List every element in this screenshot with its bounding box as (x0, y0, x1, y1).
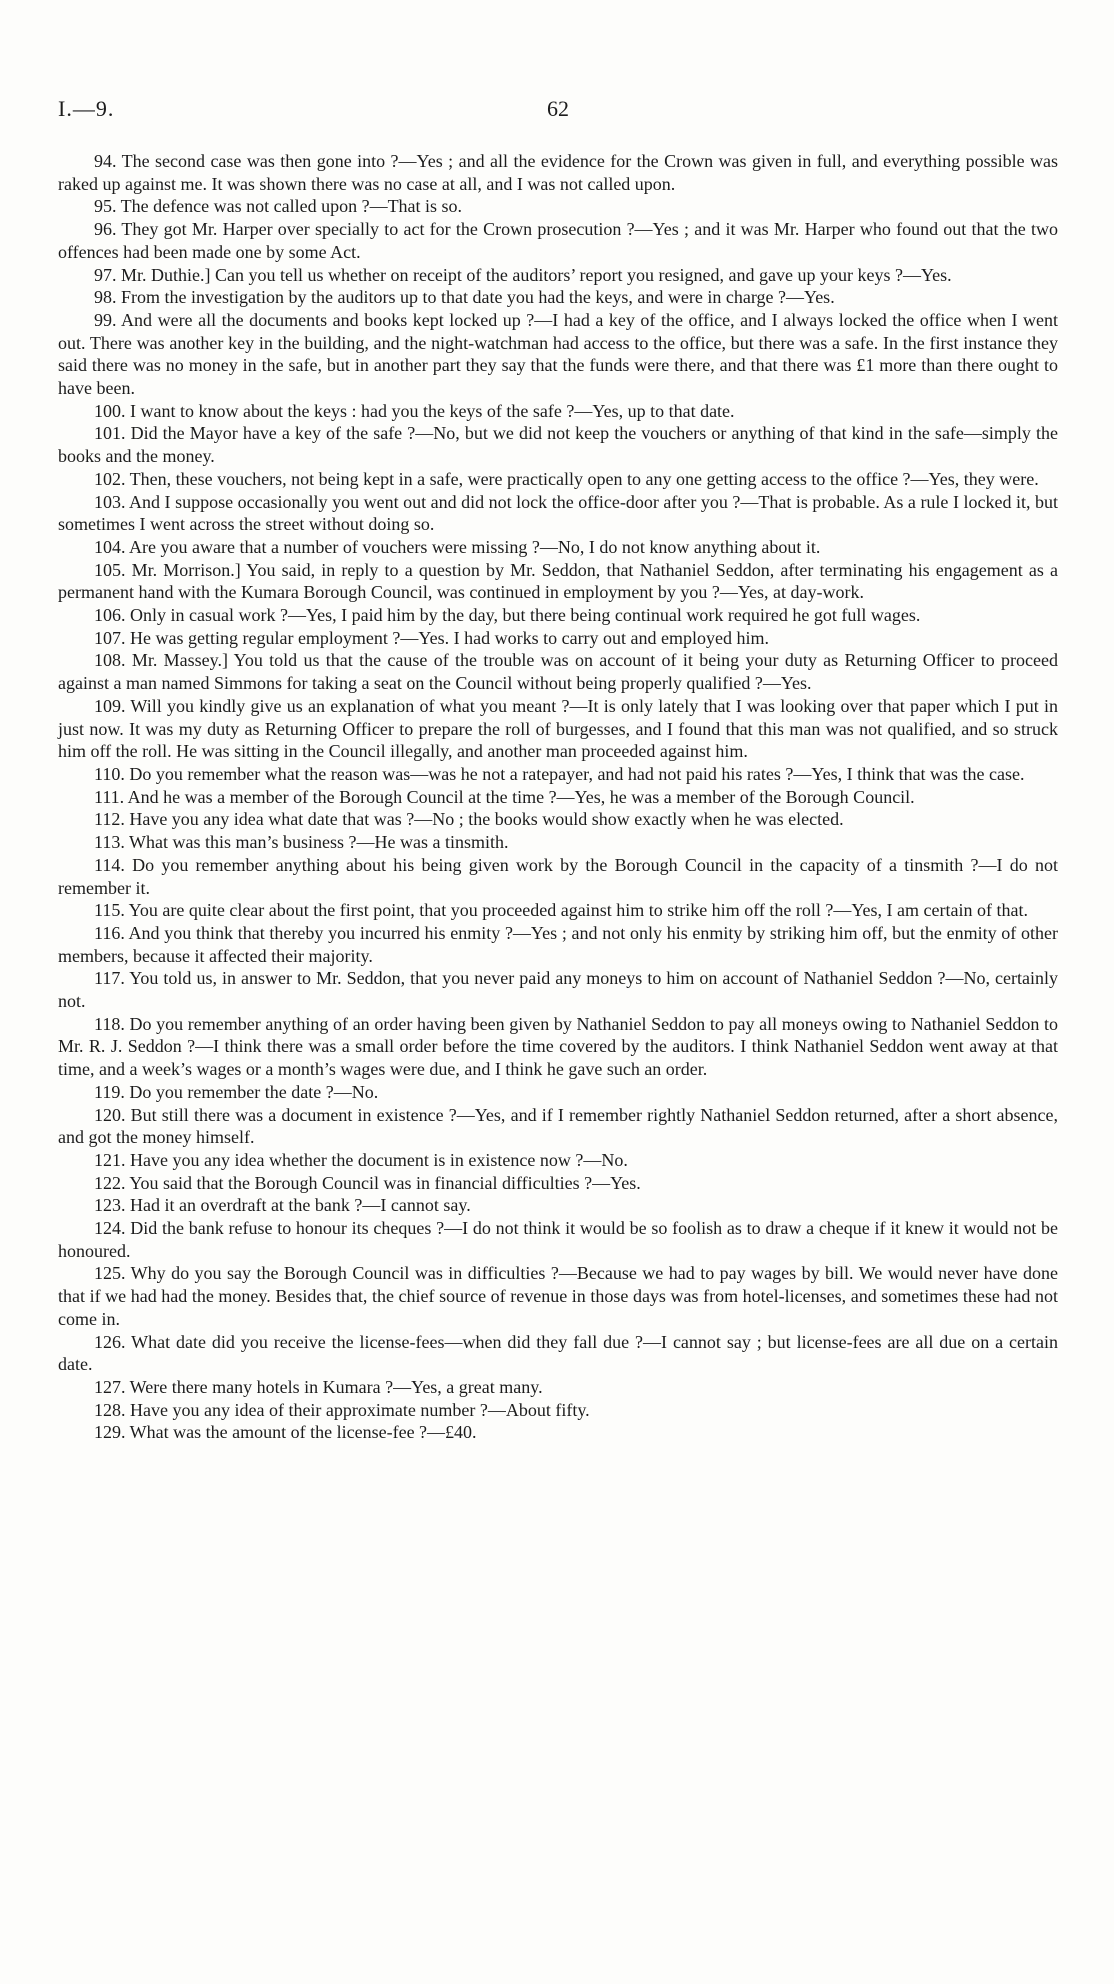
page-number: 62 (547, 96, 569, 121)
question-126: 126. What date did you receive the license-fees—when did they fall due ?—I cannot say ; but license-fees are all due on a certain date. (58, 1331, 1058, 1375)
question-117: 117. You told us, in answer to Mr. Seddon, that you never paid any moneys to him on account of Nathaniel Seddon ?—No, certainly not. (58, 968, 1058, 1012)
question-119: 119. Do you remember the date ?—No. (94, 1081, 379, 1102)
question-129: 129. What was the amount of the license-fee ?—£40. (94, 1422, 477, 1443)
question-124: 124. Did the bank refuse to honour its cheques ?—I do not think it would be so foolish as to draw a cheque if it knew it would not be honoured. (58, 1218, 1058, 1261)
question-109: 109. Will you kindly give us an explanation of what you meant ?—It is only lately that I was looking over that paper which I put in just now. It was my duty as Returning Officer to prepare the roll of burgesses, and I found that this man was not qualified, and so struck him off the roll. He was sitting in the Council illegally, and another man proceeded against him. (58, 695, 1058, 762)
question-128: 128. Have you any idea of their approximate number ?—About fifty. (94, 1399, 590, 1420)
question-122: 122. You said that the Borough Council was in financial difficulties ?—Yes. (94, 1172, 641, 1193)
question-104: 104. Are you aware that a number of vouchers were missing ?—No, I do not know anything about it. (94, 536, 821, 557)
document-reference: I.—9. (58, 96, 115, 121)
question-125: 125. Why do you say the Borough Council was in difficulties ?—Because we had to pay wages by bill. We would never have done that if we had had the money. Besides that, the chief source of revenue in those days was from hotel-licenses, and sometimes these had not come in. (58, 1263, 1058, 1329)
question-102: 102. Then, these vouchers, not being kept in a safe, were practically open to any one getting access to the office ?—Yes, they were. (94, 468, 1039, 489)
question-97: 97. Mr. Duthie.] Can you tell us whether on receipt of the auditors’ report you resigned, and gave up your keys ?—Yes. (94, 264, 952, 285)
question-101: 101. Did the Mayor have a key of the safe ?—No, but we did not keep the vouchers or anything of that kind in the safe—simply the books and the money. (58, 423, 1058, 467)
question-111: 111. And he was a member of the Borough Council at the time ?—Yes, he was a member of the Borough Council. (94, 786, 915, 807)
question-123: 123. Had it an overdraft at the bank ?—I cannot say. (94, 1195, 471, 1216)
question-121: 121. Have you any idea whether the document is in existence now ?—No. (94, 1149, 628, 1170)
question-98: 98. From the investigation by the auditors up to that date you had the keys, and were in charge ?—Yes. (94, 287, 835, 308)
evidence-text (58, 150, 1058, 1444)
question-103: 103. And I suppose occasionally you went out and did not lock the office-door after you ?—That is probable. As a rule I locked it, but sometimes I went across the street without doing so. (58, 491, 1058, 535)
question-108: 108. Mr. Massey.] You told us that the cause of the trouble was on account of it being your duty as Returning Officer to proceed against a man named Simmons for taking a seat on the Council without being properly qualified ?—Yes. (58, 650, 1058, 694)
question-127: 127. Were there many hotels in Kumara ?—Yes, a great many. (94, 1376, 543, 1397)
question-113: 113. What was this man’s business ?—He was a tinsmith. (94, 832, 509, 853)
question-107: 107. He was getting regular employment ?—Yes. I had works to carry out and employed him. (94, 627, 770, 648)
question-110: 110. Do you remember what the reason was—was he not a ratepayer, and had not paid his rates ?—Yes, I think that was the case. (94, 763, 1025, 784)
question-94: 94. The second case was then gone into ?—Yes ; and all the evidence for the Crown was given in full, and everything possible was raked up against me. It was shown there was no case at all, and I was not called upon. (58, 151, 1058, 194)
question-120: 120. But still there was a document in existence ?—Yes, and if I remember rightly Nathaniel Seddon returned, after a short absence, and got the money himself. (58, 1104, 1058, 1148)
question-100: 100. I want to know about the keys : had you the keys of the safe ?—Yes, up to that date. (94, 400, 735, 421)
page-header (58, 96, 1058, 126)
question-96: 96. They got Mr. Harper over specially to act for the Crown prosecution ?—Yes ; and it was Mr. Harper who found out that the two offences had been made one by some Act. (58, 219, 1058, 262)
question-105: 105. Mr. Morrison.] You said, in reply to a question by Mr. Seddon, that Nathaniel Seddon, after terminating his engagement as a permanent hand with the Kumara Borough Council, was continued in employment by you ?—Yes, at day-work. (58, 559, 1058, 603)
question-95: 95. The defence was not called upon ?—That is so. (94, 196, 463, 217)
question-112: 112. Have you any idea what date that was ?—No ; the books would show exactly when he was elected. (94, 809, 844, 830)
question-115: 115. You are quite clear about the first point, that you proceeded against him to strike him off the roll ?—Yes, I am certain of that. (94, 900, 1028, 921)
question-114: 114. Do you remember anything about his being given work by the Borough Council in the capacity of a tinsmith ?—I do not remember it. (58, 854, 1058, 898)
question-116: 116. And you think that thereby you incurred his enmity ?—Yes ; and not only his enmity by striking him off, but the enmity of other members, because it affected their majority. (58, 922, 1058, 966)
question-106: 106. Only in casual work ?—Yes, I paid him by the day, but there being continual work required he got full wages. (94, 605, 921, 626)
question-99: 99. And were all the documents and books kept locked up ?—I had a key of the office, and I always locked the office when I went out. There was another key in the building, and the night-watchman had access to the office, but there was a safe. In the first instance they said there was no money in the safe, but in another part they say that the funds were there, and that there was £1 more than there ought to have been. (58, 309, 1058, 399)
question-118: 118. Do you remember anything of an order having been given by Nathaniel Seddon to pay all moneys owing to Nathaniel Seddon to Mr. R. J. Seddon ?—I think there was a small order before the time covered by the auditors. I think Nathaniel Seddon went away at that time, and a week’s wages or a month’s wages were due, and I think he gave such an order. (58, 1013, 1058, 1080)
